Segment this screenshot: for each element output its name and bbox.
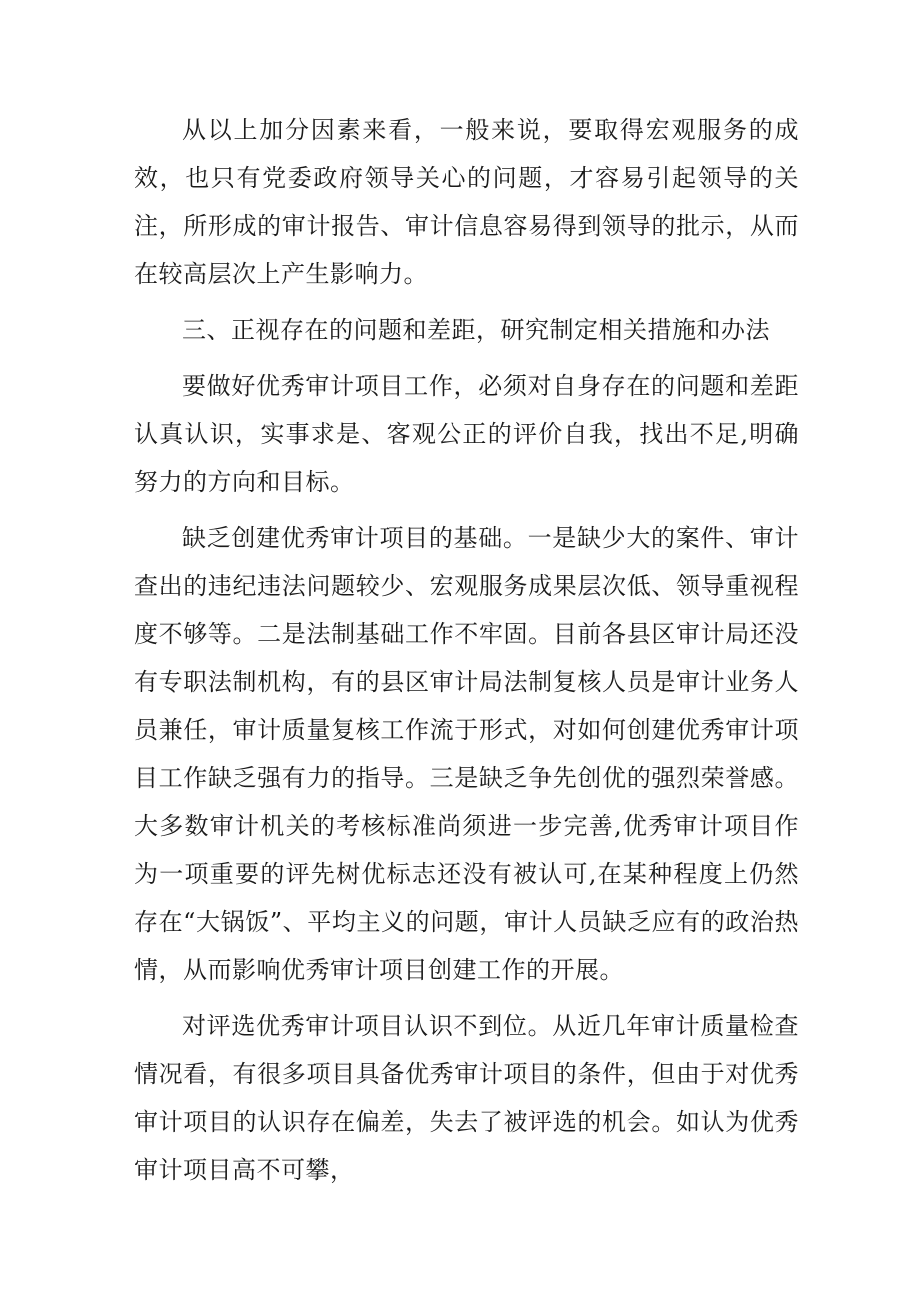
section-heading-three: 三、正视存在的问题和差距，研究制定相关措施和办法 bbox=[182, 316, 770, 344]
paragraph-insufficient-understanding: 对评选优秀审计项目认识不到位。从近几年审计质量检查情况看，有很多项目具备优秀审计项目的条件，但由于对优秀审计项目的认识存在偏差，失去了被评选的机会。如认为优秀审计项目高不可攀， bbox=[134, 1012, 799, 1184]
paragraph-face-problems: 要做好优秀审计项目工作，必须对自身存在的问题和差距认真认识，实事求是、客观公正的评价自我，找出不足,明确努力的方向和目标。 bbox=[134, 372, 799, 496]
document-body bbox=[134, 106, 799, 1194]
paragraph-lack-foundation: 缺乏创建优秀审计项目的基础。一是缺少大的案件、审计查出的违纪违法问题较少、宏观服务成果层次低、领导重视程度不够等。二是法制基础工作不牢固。目前各县区审计局还没有专职法制机构，有的县区审计局法制复核人员是审计业务人员兼任，审计质量复核工作流于形式，对如何创建优秀审计项目工作缺乏强有力的指导。三是缺乏争先创优的强烈荣誉感。大多数审计机关的考核标准尚须进一步完善,优秀审计项目作为一项重要的评先树优标志还没有被认可,在某种程度上仍然存在“大锅饭”、平均主义的问题，审计人员缺乏应有的政治热情，从而影响优秀审计项目创建工作的开展。 bbox=[134, 524, 799, 984]
paragraph-macro-service: 从以上加分因素来看，一般来说，要取得宏观服务的成效，也只有党委政府领导关心的问题，才容易引起领导的关注，所形成的审计报告、审计信息容易得到领导的批示，从而在较高层次上产生影响力。 bbox=[134, 116, 799, 288]
